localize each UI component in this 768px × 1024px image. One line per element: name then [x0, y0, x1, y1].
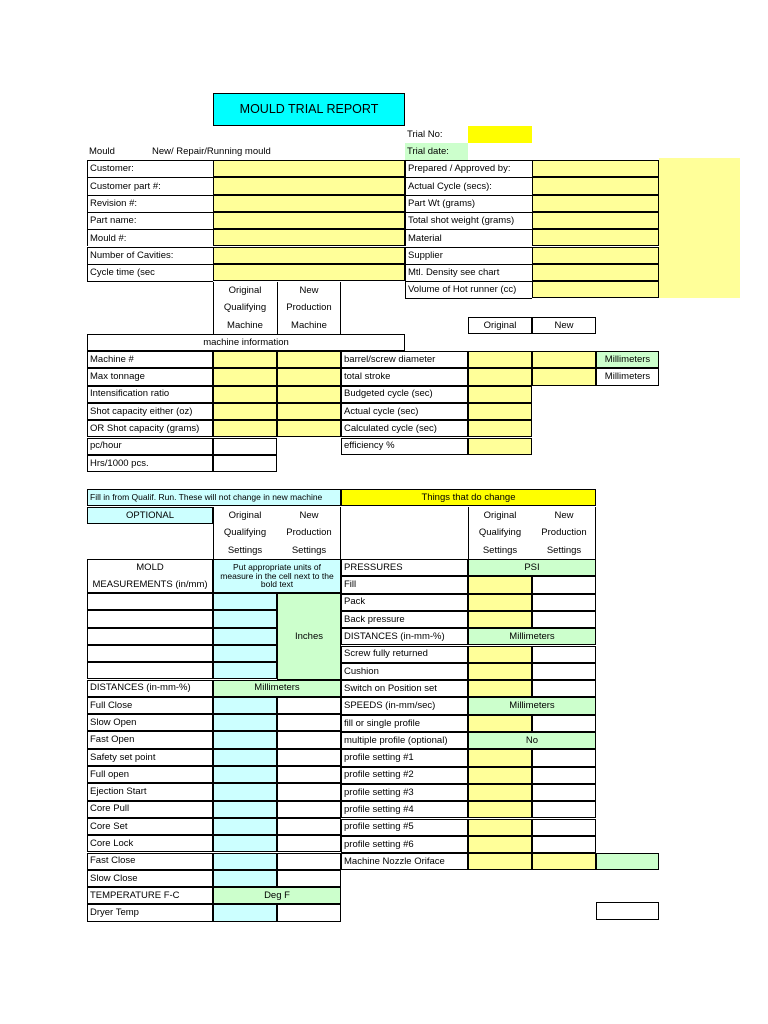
original-machine-value[interactable]	[213, 438, 277, 455]
distance-label: Safety set point	[87, 749, 213, 766]
banner-qualif: Fill in from Qualif. Run. These will not change in new machine	[87, 489, 341, 506]
dryer-original[interactable]	[213, 904, 277, 921]
highlight-block	[659, 158, 740, 298]
distance-label: Slow Open	[87, 714, 213, 731]
original-value[interactable]	[468, 403, 532, 420]
original-settings-header-line-2: Qualifying	[223, 527, 267, 539]
new-settings-header-right-line-1: New	[554, 509, 574, 521]
machine-label: Intensification ratio	[87, 386, 213, 403]
measurement-label[interactable]	[87, 645, 213, 662]
original-setting[interactable]	[468, 611, 532, 628]
part-info-field[interactable]	[532, 247, 659, 264]
trial-date-label: Trial date:	[405, 143, 468, 160]
part-info-field[interactable]	[213, 177, 405, 194]
part-info-label: Mould #:	[87, 229, 213, 246]
part-info-label: Cycle time (sec	[87, 264, 213, 281]
new-setting[interactable]	[277, 853, 341, 870]
original-setting[interactable]	[213, 731, 277, 748]
setting-label: fill or single profile	[341, 715, 468, 732]
machine-label: Actual cycle (sec)	[341, 403, 468, 420]
original-settings-header-right-line-3: Settings	[482, 544, 518, 556]
measurement-value[interactable]	[213, 662, 277, 679]
unit-millimeters: Millimeters	[213, 680, 341, 697]
new-setting[interactable]	[277, 697, 341, 714]
new-machine-value[interactable]	[277, 386, 341, 403]
new-setting[interactable]	[532, 853, 596, 870]
new-setting[interactable]	[532, 611, 596, 628]
original-value[interactable]	[468, 351, 532, 368]
part-info-label: Number of Cavities:	[87, 247, 213, 264]
machine-label: efficiency %	[341, 438, 468, 455]
new-machine-value[interactable]	[277, 351, 341, 368]
part-info-label: Supplier	[405, 247, 532, 264]
new-setting[interactable]	[532, 715, 596, 732]
new-machine-value[interactable]	[277, 368, 341, 385]
part-info-field[interactable]	[213, 160, 405, 177]
original-machine-value[interactable]	[213, 386, 277, 403]
original-setting[interactable]	[468, 801, 532, 818]
mould-label: Mould	[89, 145, 115, 157]
measurement-value[interactable]	[213, 610, 277, 627]
machine-label: Shot capacity either (oz)	[87, 403, 213, 420]
distance-label: Core Lock	[87, 835, 213, 852]
new-machine-header-line-2: Production	[286, 302, 332, 314]
original-settings-header-line-1: Original	[228, 509, 262, 521]
new-setting[interactable]	[532, 646, 596, 663]
rule	[213, 507, 341, 559]
part-info-label: Part Wt (grams)	[405, 195, 532, 212]
new-setting[interactable]	[532, 819, 596, 836]
section-title: SPEEDS (in-mm/sec)	[341, 697, 468, 714]
setting-label: Back pressure	[341, 611, 468, 628]
measurement-value[interactable]	[213, 593, 277, 610]
unit-millimeters: Millimeters	[596, 351, 659, 368]
new-col-header: New	[532, 317, 596, 334]
new-setting[interactable]	[277, 749, 341, 766]
original-setting[interactable]	[213, 835, 277, 852]
measurement-label[interactable]	[87, 628, 213, 645]
machine-label: Calculated cycle (sec)	[341, 420, 468, 437]
original-setting[interactable]	[468, 853, 532, 870]
new-machine-value[interactable]	[277, 420, 341, 437]
distance-label: Ejection Start	[87, 783, 213, 800]
new-setting[interactable]	[277, 818, 341, 835]
part-info-label: Customer:	[87, 160, 213, 177]
machine-label: Max tonnage	[87, 368, 213, 385]
machine-label: Budgeted cycle (sec)	[341, 386, 468, 403]
dryer-temp-label: Dryer Temp	[87, 904, 213, 921]
part-info-field[interactable]	[213, 229, 405, 246]
unit-millimeters: Millimeters	[596, 368, 659, 385]
original-setting[interactable]	[468, 819, 532, 836]
new-setting[interactable]	[277, 783, 341, 800]
stray-box	[596, 902, 659, 919]
part-info-label: Part name:	[87, 212, 213, 229]
original-setting[interactable]	[468, 767, 532, 784]
section-title: PRESSURES	[341, 559, 468, 576]
new-machine-header-line-3: Machine	[291, 319, 327, 331]
new-settings-header-line-2: Production	[286, 527, 332, 539]
part-info-field[interactable]	[213, 195, 405, 212]
setting-label: Machine Nozzle Oriface	[341, 853, 468, 870]
setting-label: Pack	[341, 594, 468, 611]
new-setting[interactable]	[277, 766, 341, 783]
distances-title: DISTANCES (in-mm-%)	[87, 680, 213, 697]
mold-measurements-label-line-2: MEASUREMENTS (in/mm)	[92, 578, 208, 590]
new-setting[interactable]	[277, 731, 341, 748]
original-settings-header-right-line-1: Original	[483, 509, 517, 521]
part-info-field[interactable]	[532, 160, 659, 177]
original-setting[interactable]	[468, 663, 532, 680]
distance-label: Core Pull	[87, 801, 213, 818]
original-machine-value[interactable]	[213, 455, 277, 472]
original-setting[interactable]	[468, 680, 532, 697]
new-settings-header-right-line-2: Production	[541, 527, 587, 539]
new-machine-header-line-1: New	[299, 284, 319, 296]
part-info-label: Actual Cycle (secs):	[405, 177, 532, 194]
setting-label: profile setting #3	[341, 784, 468, 801]
unit-millimeters: Millimeters	[468, 628, 596, 645]
rule	[87, 559, 213, 593]
setting-label: Switch on Position set	[341, 680, 468, 697]
part-info-field[interactable]	[532, 281, 659, 298]
original-setting[interactable]	[468, 715, 532, 732]
distance-label: Fast Open	[87, 731, 213, 748]
part-info-label: Revision #:	[87, 195, 213, 212]
temperature-title: TEMPERATURE F-C	[87, 887, 213, 904]
setting-label: profile setting #1	[341, 749, 468, 766]
part-info-label: Total shot weight (grams)	[405, 212, 532, 229]
new-setting[interactable]	[532, 749, 596, 766]
setting-label: profile setting #2	[341, 767, 468, 784]
units-note: Put appropriate units of measure in the cell next to the bold text	[213, 559, 341, 593]
machine-label: pc/hour	[87, 438, 213, 455]
report-title: MOULD TRIAL REPORT	[213, 93, 405, 126]
original-setting[interactable]	[468, 749, 532, 766]
trial-no-field[interactable]	[468, 126, 532, 143]
new-machine-value[interactable]	[277, 403, 341, 420]
nozzle-extra[interactable]	[596, 853, 659, 870]
original-machine-value[interactable]	[213, 403, 277, 420]
rule	[87, 281, 213, 282]
setting-label: profile setting #6	[341, 836, 468, 853]
setting-label: Cushion	[341, 663, 468, 680]
distance-label: Fast Close	[87, 853, 213, 870]
new-setting[interactable]	[532, 594, 596, 611]
machine-label: barrel/screw diameter	[341, 351, 468, 368]
original-setting[interactable]	[468, 576, 532, 593]
distance-label: Full open	[87, 766, 213, 783]
original-setting[interactable]	[468, 594, 532, 611]
original-setting[interactable]	[213, 749, 277, 766]
part-info-field[interactable]	[532, 229, 659, 246]
machine-label: Hrs/1000 pcs.	[87, 455, 213, 472]
setting-label: Screw fully returned	[341, 646, 468, 663]
original-setting[interactable]	[213, 853, 277, 870]
part-info-label: Mtl. Density see chart	[405, 264, 532, 281]
original-setting[interactable]	[213, 697, 277, 714]
part-info-field[interactable]	[532, 212, 659, 229]
original-settings-header-line-3: Settings	[227, 544, 263, 556]
rule	[405, 298, 532, 299]
part-info-label: Material	[405, 229, 532, 246]
unit-psi: PSI	[468, 559, 596, 576]
original-value[interactable]	[468, 368, 532, 385]
measurement-label[interactable]	[87, 662, 213, 679]
measurement-label[interactable]	[87, 593, 213, 610]
part-info-field[interactable]	[213, 264, 405, 281]
original-machine-value[interactable]	[213, 420, 277, 437]
original-machine-header-line-3: Machine	[227, 319, 263, 331]
part-info-field[interactable]	[532, 177, 659, 194]
dryer-new[interactable]	[277, 904, 341, 921]
original-col-header: Original	[468, 317, 532, 334]
unit-deg-f: Deg F	[213, 887, 341, 904]
unit-millimeters: Millimeters	[468, 697, 596, 714]
original-setting[interactable]	[468, 836, 532, 853]
setting-label: multiple profile (optional)	[341, 732, 468, 749]
distance-label: Core Set	[87, 818, 213, 835]
new-setting[interactable]	[532, 801, 596, 818]
original-machine-value[interactable]	[213, 351, 277, 368]
new-setting[interactable]	[532, 680, 596, 697]
new-settings-header-line-3: Settings	[291, 544, 327, 556]
part-info-field[interactable]	[532, 195, 659, 212]
trial-no-label: Trial No:	[407, 128, 443, 140]
setting-label: profile setting #5	[341, 819, 468, 836]
original-setting[interactable]	[213, 801, 277, 818]
new-setting[interactable]	[532, 767, 596, 784]
mold-measurements-label-line-1: MOLD	[136, 561, 164, 573]
original-value[interactable]	[468, 420, 532, 437]
new-setting[interactable]	[277, 835, 341, 852]
new-setting[interactable]	[277, 870, 341, 887]
machine-label: Machine #	[87, 351, 213, 368]
original-machine-header-line-1: Original	[228, 284, 262, 296]
new-setting[interactable]	[532, 836, 596, 853]
part-info-label: Customer part #:	[87, 177, 213, 194]
original-machine-value[interactable]	[213, 368, 277, 385]
distance-label: Slow Close	[87, 870, 213, 887]
original-setting[interactable]	[468, 646, 532, 663]
original-value[interactable]	[468, 438, 532, 455]
original-settings-header-right-line-2: Qualifying	[478, 527, 522, 539]
original-setting[interactable]	[468, 784, 532, 801]
rule	[277, 282, 341, 334]
original-setting[interactable]	[213, 766, 277, 783]
new-setting[interactable]	[532, 784, 596, 801]
rule	[213, 282, 218, 334]
measurement-value[interactable]	[213, 645, 277, 662]
part-info-field[interactable]	[213, 247, 405, 264]
original-setting[interactable]	[213, 818, 277, 835]
new-setting[interactable]	[277, 801, 341, 818]
unit-inches: Inches	[277, 593, 341, 680]
distance-label: Full Close	[87, 697, 213, 714]
original-setting[interactable]	[213, 870, 277, 887]
part-info-label: Volume of Hot runner (cc)	[405, 281, 532, 298]
original-value[interactable]	[468, 386, 532, 403]
machine-label: total stroke	[341, 368, 468, 385]
unit-no: No	[468, 732, 596, 749]
original-setting[interactable]	[213, 783, 277, 800]
new-value[interactable]	[532, 351, 596, 368]
rule	[468, 507, 596, 559]
original-machine-header-line-2: Qualifying	[223, 302, 267, 314]
optional-label: OPTIONAL	[87, 507, 213, 524]
new-settings-header-right-line-3: Settings	[546, 544, 582, 556]
new-setting[interactable]	[532, 576, 596, 593]
banner-change: Things that do change	[341, 489, 596, 506]
new-setting[interactable]	[277, 714, 341, 731]
measurement-value[interactable]	[213, 628, 277, 645]
part-info-field[interactable]	[213, 212, 405, 229]
machine-info-title: machine information	[87, 334, 405, 351]
mould-type: New/ Repair/Running mould	[152, 145, 271, 157]
part-info-label: Prepared / Approved by:	[405, 160, 532, 177]
original-setting[interactable]	[213, 714, 277, 731]
machine-label: OR Shot capacity (grams)	[87, 420, 213, 437]
new-setting[interactable]	[532, 663, 596, 680]
part-info-field[interactable]	[532, 264, 659, 281]
new-settings-header-line-1: New	[299, 509, 319, 521]
measurement-label[interactable]	[87, 610, 213, 627]
new-value[interactable]	[532, 368, 596, 385]
section-title: DISTANCES (in-mm-%)	[341, 628, 468, 645]
setting-label: Fill	[341, 576, 468, 593]
setting-label: profile setting #4	[341, 801, 468, 818]
